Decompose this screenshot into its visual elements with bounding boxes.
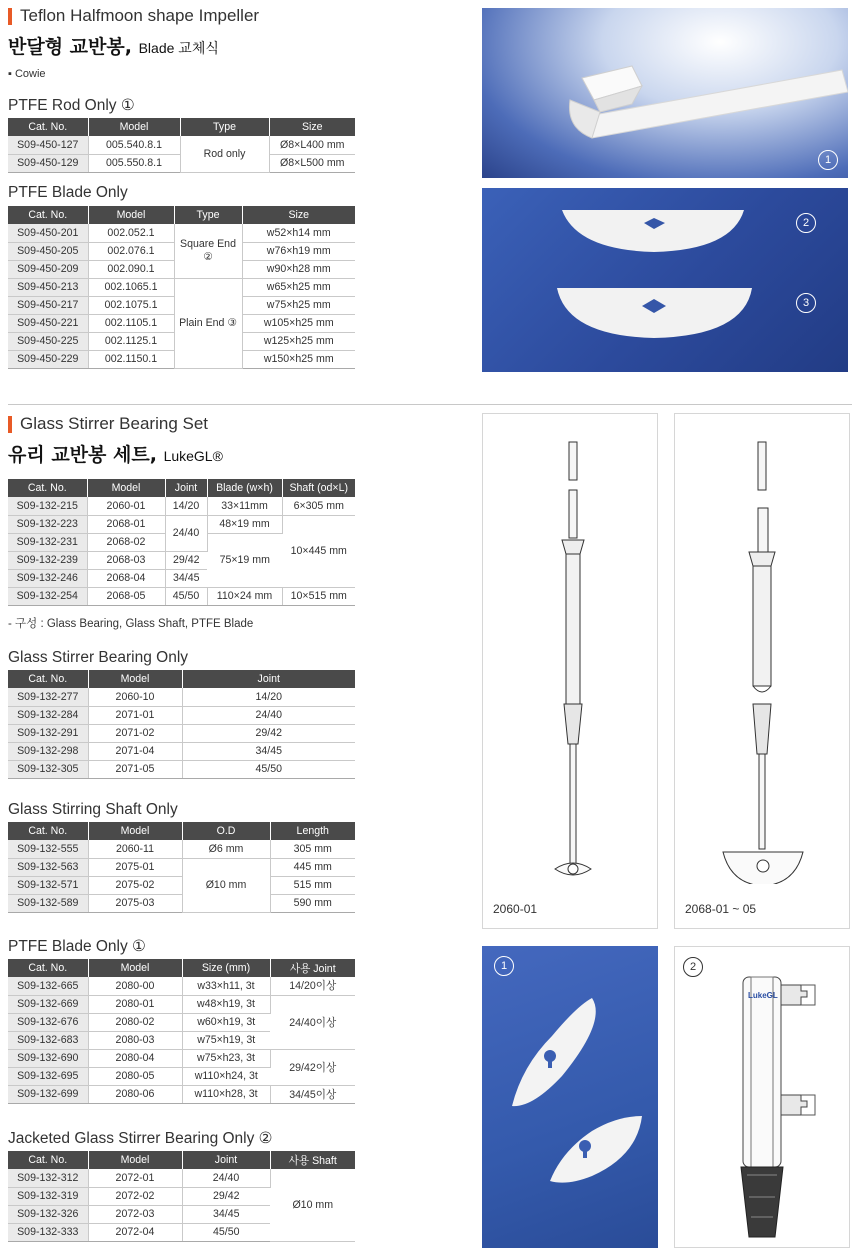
section-title-teflon bbox=[8, 6, 259, 26]
model-cell: 2075-02 bbox=[88, 876, 182, 894]
table-header-row bbox=[8, 822, 355, 840]
cat-no-cell: S09-132-676 bbox=[8, 1013, 88, 1031]
header-cell: Cat. No. bbox=[8, 479, 87, 497]
header-cell: Model bbox=[88, 670, 182, 688]
glass-subtitle bbox=[8, 440, 223, 467]
size-cell: w75×h23, 3t bbox=[182, 1049, 270, 1067]
blade-image bbox=[482, 188, 848, 372]
glass-subtitle-ko: 유리 교반봉 세트, bbox=[8, 444, 157, 466]
header-cell: 사용 Shaft bbox=[270, 1151, 355, 1169]
ptfe-blade-image bbox=[482, 946, 658, 1248]
cat-no-cell: S09-450-225 bbox=[8, 332, 88, 350]
joint-cell: 14/20이상 bbox=[270, 977, 355, 995]
shaft-cell: 10×445 mm bbox=[282, 515, 355, 587]
cat-no-cell: S09-132-683 bbox=[8, 1031, 88, 1049]
model-cell: 002.090.1 bbox=[88, 260, 174, 278]
accent-bar bbox=[8, 416, 12, 433]
header-cell: Joint bbox=[165, 479, 207, 497]
length-cell: 445 mm bbox=[270, 858, 355, 876]
jacketed-photo bbox=[674, 946, 850, 1248]
cat-no-cell: S09-132-298 bbox=[8, 742, 88, 760]
cat-no-cell: S09-132-215 bbox=[8, 497, 87, 515]
type-cell: Plain End ③ bbox=[174, 278, 242, 368]
header-cell: Model bbox=[88, 118, 180, 136]
jacketed-table bbox=[8, 1151, 355, 1242]
table-row bbox=[8, 724, 355, 742]
header-cell: Model bbox=[88, 206, 174, 224]
size-cell: w76×h19 mm bbox=[242, 242, 355, 260]
model-cell: 2080-00 bbox=[88, 977, 182, 995]
cat-no-cell: S09-132-254 bbox=[8, 587, 87, 605]
model-cell: 2072-02 bbox=[88, 1187, 182, 1205]
joint-cell: 24/40 bbox=[165, 515, 207, 551]
cat-no-cell: S09-132-695 bbox=[8, 1067, 88, 1085]
model-cell: 2071-02 bbox=[88, 724, 182, 742]
glass-subtitle-en: LukeGL® bbox=[163, 448, 223, 464]
cat-no-cell: S09-132-231 bbox=[8, 533, 87, 551]
cat-no-cell: S09-132-246 bbox=[8, 569, 87, 587]
blade-only-title: PTFE Blade Only bbox=[8, 184, 128, 201]
joint-cell: 24/40이상 bbox=[270, 995, 355, 1049]
header-cell: Joint bbox=[182, 1151, 270, 1169]
header-cell: Cat. No. bbox=[8, 822, 88, 840]
ptfe-blade-only-table bbox=[8, 959, 355, 1104]
header-cell: Model bbox=[88, 959, 182, 977]
model-cell: 2080-02 bbox=[88, 1013, 182, 1031]
blade-cell: 75×19 mm bbox=[207, 533, 282, 587]
section-title-glass bbox=[8, 414, 208, 434]
joint-cell: 24/40 bbox=[182, 706, 355, 724]
teflon-subtitle-en: Blade 교체식 bbox=[138, 40, 219, 56]
model-cell: 2068-05 bbox=[87, 587, 165, 605]
od-cell: Ø6 mm bbox=[182, 840, 270, 858]
cat-no-cell: S09-450-213 bbox=[8, 278, 88, 296]
cat-no-cell: S09-132-669 bbox=[8, 995, 88, 1013]
size-cell: w125×h25 mm bbox=[242, 332, 355, 350]
ptfe-blade-photo bbox=[482, 946, 658, 1248]
size-cell: w48×h19, 3t bbox=[182, 995, 270, 1013]
drawing-2060-image bbox=[483, 414, 659, 884]
joint-cell: 14/20 bbox=[182, 688, 355, 706]
size-cell: w110×h28, 3t bbox=[182, 1085, 270, 1103]
model-cell: 2072-03 bbox=[88, 1205, 182, 1223]
model-cell: 2060-01 bbox=[87, 497, 165, 515]
model-cell: 2080-05 bbox=[88, 1067, 182, 1085]
drawing-2068-caption: 2068-01 ~ 05 bbox=[685, 902, 757, 916]
teflon-subtitle-ko: 반달형 교반봉, bbox=[8, 36, 132, 58]
model-cell: 2068-02 bbox=[87, 533, 165, 551]
section-divider bbox=[8, 404, 852, 405]
joint-cell: 14/20 bbox=[165, 497, 207, 515]
model-cell: 002.052.1 bbox=[88, 224, 174, 242]
size-cell: Ø8×L400 mm bbox=[269, 136, 355, 154]
header-cell: 사용 Joint bbox=[270, 959, 355, 977]
header-cell: Size (mm) bbox=[182, 959, 270, 977]
header-cell: Cat. No. bbox=[8, 959, 88, 977]
header-cell: Type bbox=[174, 206, 242, 224]
table-row bbox=[8, 1085, 355, 1103]
blade-badge-2: 2 bbox=[796, 213, 816, 233]
table-row bbox=[8, 224, 355, 242]
table-header-row bbox=[8, 959, 355, 977]
blade-cell: 48×19 mm bbox=[207, 515, 282, 533]
size-cell: w75×h25 mm bbox=[242, 296, 355, 314]
model-cell: 2080-03 bbox=[88, 1031, 182, 1049]
set-table bbox=[8, 479, 355, 606]
cat-no-cell: S09-450-205 bbox=[8, 242, 88, 260]
rod-only-table bbox=[8, 118, 355, 173]
cat-no-cell: S09-132-305 bbox=[8, 760, 88, 778]
header-cell: Model bbox=[88, 822, 182, 840]
cat-no-cell: S09-132-277 bbox=[8, 688, 88, 706]
joint-cell: 34/45이상 bbox=[270, 1085, 355, 1103]
cat-no-cell: S09-132-291 bbox=[8, 724, 88, 742]
table-header-row bbox=[8, 206, 355, 224]
cat-no-cell: S09-450-229 bbox=[8, 350, 88, 368]
cat-no-cell: S09-450-129 bbox=[8, 154, 88, 172]
rod-badge: 1 bbox=[818, 150, 838, 170]
table-row bbox=[8, 706, 355, 724]
drawing-2060-caption: 2060-01 bbox=[493, 902, 538, 916]
cat-no-cell: S09-132-589 bbox=[8, 894, 88, 912]
header-cell: Shaft (od×L) bbox=[282, 479, 355, 497]
photo-jacket-badge: 2 bbox=[683, 957, 703, 977]
cat-no-cell: S09-132-312 bbox=[8, 1169, 88, 1187]
cat-no-cell: S09-132-223 bbox=[8, 515, 87, 533]
blade-only-table bbox=[8, 206, 355, 369]
header-cell: Blade (w×h) bbox=[207, 479, 282, 497]
blade-cell: 110×24 mm bbox=[207, 587, 282, 605]
jacketed-title: Jacketed Glass Stirrer Bearing Only ② bbox=[8, 1130, 273, 1147]
cat-no-cell: S09-450-127 bbox=[8, 136, 88, 154]
bearing-only-table bbox=[8, 670, 355, 779]
table-row bbox=[8, 894, 355, 912]
table-row bbox=[8, 1169, 355, 1187]
joint-cell: 29/42이상 bbox=[270, 1049, 355, 1085]
header-cell: Joint bbox=[182, 670, 355, 688]
model-cell: 2080-04 bbox=[88, 1049, 182, 1067]
blade-cell: 33×11mm bbox=[207, 497, 282, 515]
shaft-only-title: Glass Stirring Shaft Only bbox=[8, 801, 178, 818]
ptfe-blade-only-title: PTFE Blade Only ① bbox=[8, 938, 146, 955]
model-cell: 002.076.1 bbox=[88, 242, 174, 260]
model-cell: 2071-04 bbox=[88, 742, 182, 760]
joint-cell: 34/45 bbox=[182, 742, 355, 760]
type-cell: Rod only bbox=[180, 136, 269, 172]
cat-no-cell: S09-450-209 bbox=[8, 260, 88, 278]
rod-photo bbox=[482, 8, 848, 178]
photo-blade-badge: 1 bbox=[494, 956, 514, 976]
size-cell: w52×h14 mm bbox=[242, 224, 355, 242]
joint-cell: 45/50 bbox=[165, 587, 207, 605]
model-cell: 2080-06 bbox=[88, 1085, 182, 1103]
shaft-cell: Ø10 mm bbox=[270, 1169, 355, 1241]
teflon-title-text: Teflon Halfmoon shape Impeller bbox=[20, 6, 260, 25]
table-row bbox=[8, 995, 355, 1013]
model-cell: 002.1075.1 bbox=[88, 296, 174, 314]
cat-no-cell: S09-132-690 bbox=[8, 1049, 88, 1067]
cat-no-cell: S09-132-555 bbox=[8, 840, 88, 858]
joint-cell: 45/50 bbox=[182, 1223, 270, 1241]
header-cell: Cat. No. bbox=[8, 1151, 88, 1169]
size-cell: w33×h11, 3t bbox=[182, 977, 270, 995]
cat-no-cell: S09-132-284 bbox=[8, 706, 88, 724]
table-row bbox=[8, 876, 355, 894]
length-cell: 305 mm bbox=[270, 840, 355, 858]
model-cell: 2060-10 bbox=[88, 688, 182, 706]
size-cell: w90×h28 mm bbox=[242, 260, 355, 278]
header-cell: Size bbox=[242, 206, 355, 224]
model-cell: 2068-03 bbox=[87, 551, 165, 569]
jacket-brand-label: LukeGL bbox=[748, 991, 778, 1000]
length-cell: 590 mm bbox=[270, 894, 355, 912]
table-row bbox=[8, 587, 355, 605]
table-row bbox=[8, 136, 355, 154]
cat-no-cell: S09-132-319 bbox=[8, 1187, 88, 1205]
header-cell: Size bbox=[269, 118, 355, 136]
joint-cell: 45/50 bbox=[182, 760, 355, 778]
rod-image bbox=[482, 8, 848, 178]
model-cell: 005.540.8.1 bbox=[88, 136, 180, 154]
cat-no-cell: S09-132-326 bbox=[8, 1205, 88, 1223]
length-cell: 515 mm bbox=[270, 876, 355, 894]
table-row bbox=[8, 1049, 355, 1067]
table-row bbox=[8, 760, 355, 778]
model-cell: 2072-04 bbox=[88, 1223, 182, 1241]
shaft-cell: 6×305 mm bbox=[282, 497, 355, 515]
header-cell: Model bbox=[87, 479, 165, 497]
drawing-2060-box bbox=[482, 413, 658, 929]
rod-only-title: PTFE Rod Only ① bbox=[8, 97, 135, 114]
model-cell: 2060-11 bbox=[88, 840, 182, 858]
drawing-2068-box bbox=[674, 413, 850, 929]
teflon-subtitle bbox=[8, 32, 219, 59]
table-row bbox=[8, 977, 355, 995]
header-cell: Cat. No. bbox=[8, 118, 88, 136]
header-cell: Cat. No. bbox=[8, 206, 88, 224]
table-header-row bbox=[8, 670, 355, 688]
table-row bbox=[8, 742, 355, 760]
joint-cell: 34/45 bbox=[165, 569, 207, 587]
cat-no-cell: S09-132-571 bbox=[8, 876, 88, 894]
size-cell: w105×h25 mm bbox=[242, 314, 355, 332]
joint-cell: 34/45 bbox=[182, 1205, 270, 1223]
table-header-row bbox=[8, 1151, 355, 1169]
header-cell: O.D bbox=[182, 822, 270, 840]
model-cell: 2068-04 bbox=[87, 569, 165, 587]
brand-label: ▪ Cowie bbox=[8, 68, 46, 80]
size-cell: w75×h19, 3t bbox=[182, 1031, 270, 1049]
cat-no-cell: S09-132-333 bbox=[8, 1223, 88, 1241]
cat-no-cell: S09-450-201 bbox=[8, 224, 88, 242]
shaft-only-table bbox=[8, 822, 355, 913]
header-cell: Length bbox=[270, 822, 355, 840]
model-cell: 002.1105.1 bbox=[88, 314, 174, 332]
size-cell: w60×h19, 3t bbox=[182, 1013, 270, 1031]
model-cell: 2072-01 bbox=[88, 1169, 182, 1187]
shaft-cell: 10×515 mm bbox=[282, 587, 355, 605]
model-cell: 002.1150.1 bbox=[88, 350, 174, 368]
blade-photo bbox=[482, 188, 848, 372]
model-cell: 2080-01 bbox=[88, 995, 182, 1013]
cat-no-cell: S09-132-665 bbox=[8, 977, 88, 995]
cat-no-cell: S09-450-221 bbox=[8, 314, 88, 332]
table-header-row bbox=[8, 479, 355, 497]
model-cell: 2071-01 bbox=[88, 706, 182, 724]
table-header-row bbox=[8, 118, 355, 136]
accent-bar bbox=[8, 8, 12, 25]
model-cell: 2075-01 bbox=[88, 858, 182, 876]
cat-no-cell: S09-132-239 bbox=[8, 551, 87, 569]
model-cell: 2071-05 bbox=[88, 760, 182, 778]
glass-title-text: Glass Stirrer Bearing Set bbox=[20, 414, 209, 433]
model-cell: 002.1065.1 bbox=[88, 278, 174, 296]
table-row bbox=[8, 840, 355, 858]
header-cell: Cat. No. bbox=[8, 670, 88, 688]
table-row bbox=[8, 278, 355, 296]
cat-no-cell: S09-132-699 bbox=[8, 1085, 88, 1103]
set-composition-note: - 구성 : Glass Bearing, Glass Shaft, PTFE Blade bbox=[8, 618, 254, 630]
joint-cell: 24/40 bbox=[182, 1169, 270, 1187]
table-row bbox=[8, 515, 355, 533]
joint-cell: 29/42 bbox=[165, 551, 207, 569]
od-cell: Ø10 mm bbox=[182, 858, 270, 912]
table-row bbox=[8, 858, 355, 876]
joint-cell: 29/42 bbox=[182, 724, 355, 742]
bearing-only-title: Glass Stirrer Bearing Only bbox=[8, 649, 189, 666]
size-cell: w110×h24, 3t bbox=[182, 1067, 270, 1085]
model-cell: 2068-01 bbox=[87, 515, 165, 533]
size-cell: w65×h25 mm bbox=[242, 278, 355, 296]
size-cell: Ø8×L500 mm bbox=[269, 154, 355, 172]
size-cell: w150×h25 mm bbox=[242, 350, 355, 368]
type-cell: Square End ② bbox=[174, 224, 242, 278]
blade-badge-3: 3 bbox=[796, 293, 816, 313]
drawing-2068-image bbox=[675, 414, 851, 884]
header-cell: Model bbox=[88, 1151, 182, 1169]
joint-cell: 29/42 bbox=[182, 1187, 270, 1205]
cat-no-cell: S09-450-217 bbox=[8, 296, 88, 314]
model-cell: 2075-03 bbox=[88, 894, 182, 912]
table-row bbox=[8, 688, 355, 706]
model-cell: 005.550.8.1 bbox=[88, 154, 180, 172]
model-cell: 002.1125.1 bbox=[88, 332, 174, 350]
cat-no-cell: S09-132-563 bbox=[8, 858, 88, 876]
header-cell: Type bbox=[180, 118, 269, 136]
table-row bbox=[8, 497, 355, 515]
